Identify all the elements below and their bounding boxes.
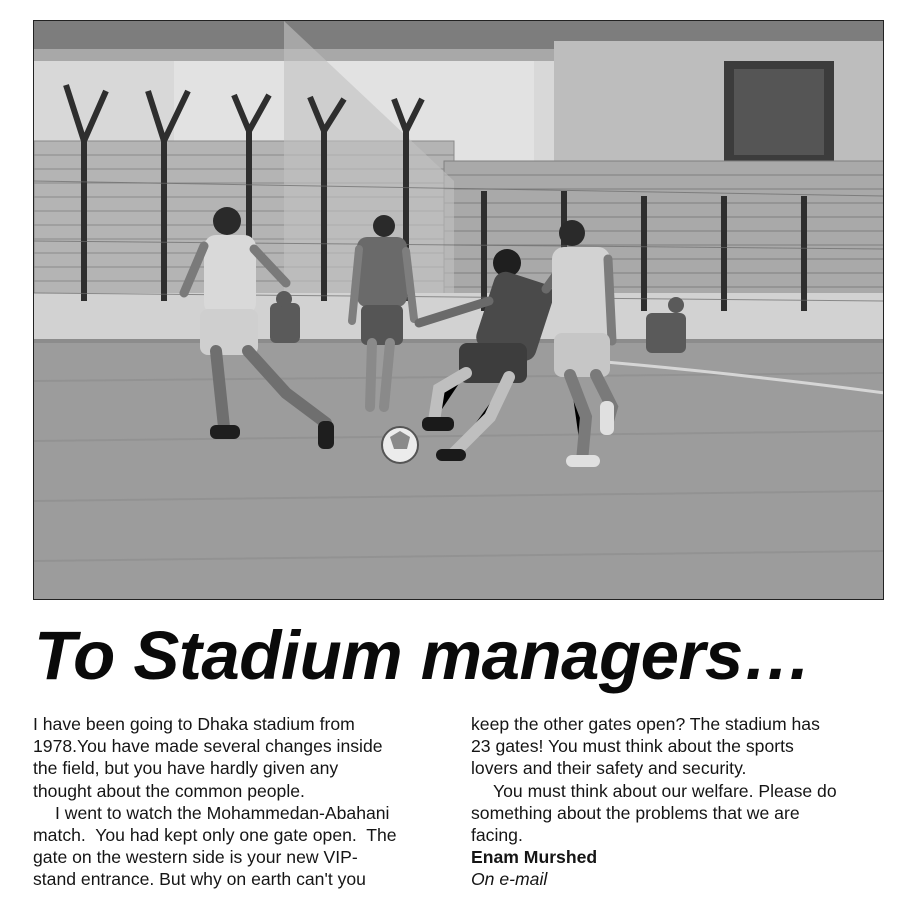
body-line: You must think about our welfare. Please do (493, 780, 837, 801)
body-line: lovers and their safety and security. (471, 758, 747, 779)
article-body-left-column (33, 713, 453, 891)
author-source: On e-mail (471, 869, 548, 890)
body-line: I have been going to Dhaka stadium from (33, 714, 355, 734)
headline: To Stadium managers… (34, 617, 812, 694)
football-match-photo (33, 20, 884, 600)
body-line: thought about the common people. (33, 780, 305, 801)
body-line: I went to watch the Mohammedan-Abahani (55, 802, 390, 823)
article-body-right-column (471, 713, 891, 891)
body-line: match. You had kept only one gate open. The (33, 825, 397, 846)
body-line: something about the problems that we are (471, 802, 800, 823)
body-line: 1978.You have made several changes inside (33, 736, 383, 757)
body-line: stand entrance. But why on earth can't you (33, 869, 366, 890)
body-line: the field, but you have hardly given any (33, 758, 339, 779)
body-line: facing. (471, 825, 523, 846)
author-name: Enam Murshed (471, 847, 598, 868)
football-match-photo-icon (34, 21, 884, 600)
body-line: keep the other gates open? The stadium has (471, 714, 820, 734)
body-line: 23 gates! You must think about the sports (471, 736, 794, 757)
body-line: gate on the western side is your new VIP- (33, 847, 358, 868)
